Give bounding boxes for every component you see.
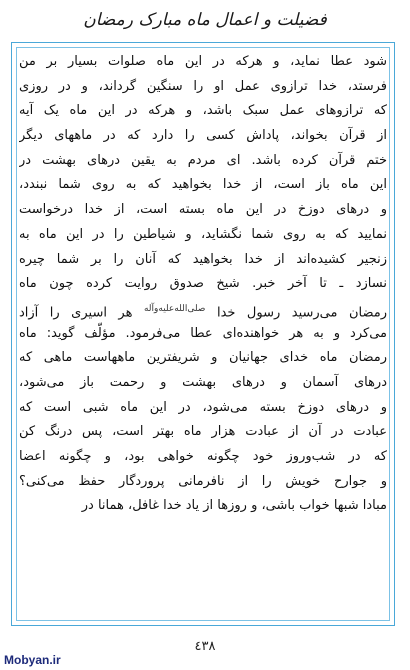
text-line: این ماه باز است، از خدا بخواهید که به روی شما نبندد، bbox=[19, 177, 387, 193]
text-line: می‌کرد و به هر خواهنده‌ای عطا می‌فرمود. مؤلّف گوید: ماه bbox=[19, 325, 387, 341]
body-text bbox=[19, 50, 387, 620]
page-header bbox=[0, 0, 410, 40]
text-line: عبادت در آن از عبادت هزار ماه بهتر است، پس درنگ کن bbox=[19, 424, 387, 440]
text-line: نمایید که به روی شما نگشاید، و شیاطین را در این ماه به bbox=[19, 226, 387, 242]
text-line: رمضان ماه خدای جهانیان و شریفترین ماههاست ماهی که bbox=[19, 350, 387, 366]
site-watermark: Mobyan.ir bbox=[4, 653, 61, 667]
text-line: فرستد، خدا ترازوی عمل او را سنگین گرداند، و در روزی bbox=[19, 78, 387, 94]
text-line: و درهای دوزخ بسته می‌شود، در این ماه شبی است که bbox=[19, 399, 387, 415]
text-line: که در شب‌وروز خود چگونه خواهی بود، و چگونه اعضا bbox=[19, 449, 387, 464]
text-line-end: هر اسیری را آزاد bbox=[19, 305, 133, 321]
text-line: و جوارح خویش را از نافرمانی پروردگار حفظ می‌کنی؟ bbox=[19, 473, 387, 489]
text-line: مبادا شبها خواب باشی، و روزها از یاد خدا غافل، همانا در bbox=[81, 498, 387, 514]
honorific-mark: صلی‌الله‌علیه‌وآله bbox=[143, 303, 206, 314]
text-line: و درهای دوزخ در این ماه بسته است، از خدا درخواست bbox=[19, 202, 387, 218]
text-line: زنجیر کشیده‌اند از خدا بخواهید که آنان را بر شما چیره bbox=[19, 251, 387, 267]
text-line: از قرآن بخواند، پاداش کسی را دارد که در ماههای دیگر bbox=[19, 128, 387, 144]
page-number: ٤٣٨ bbox=[194, 639, 216, 654]
text-line: نسازد ـ تا آخر خبر. شیخ صدوق روایت کرده چون ماه bbox=[19, 276, 387, 292]
text-line-start: رمضان می‌رسید رسول خدا bbox=[216, 305, 387, 321]
text-line-with-honorific bbox=[19, 297, 387, 322]
text-line: ختم قرآن کرده باشد. ای مردم به یقین درهای بهشت در bbox=[19, 152, 387, 168]
text-line: که ترازوهای عمل سبک باشد، و هرکه در این ماه یک آیه bbox=[19, 103, 387, 119]
book-title: فضیلت و اعمال ماه مبارک رمضان bbox=[83, 10, 327, 30]
text-line: شود عطا نماید، و هرکه در این ماه صلوات بسیار بر من bbox=[19, 54, 387, 69]
text-line: درهای آسمان و درهای بهشت و رحمت باز می‌شود، bbox=[19, 374, 387, 390]
